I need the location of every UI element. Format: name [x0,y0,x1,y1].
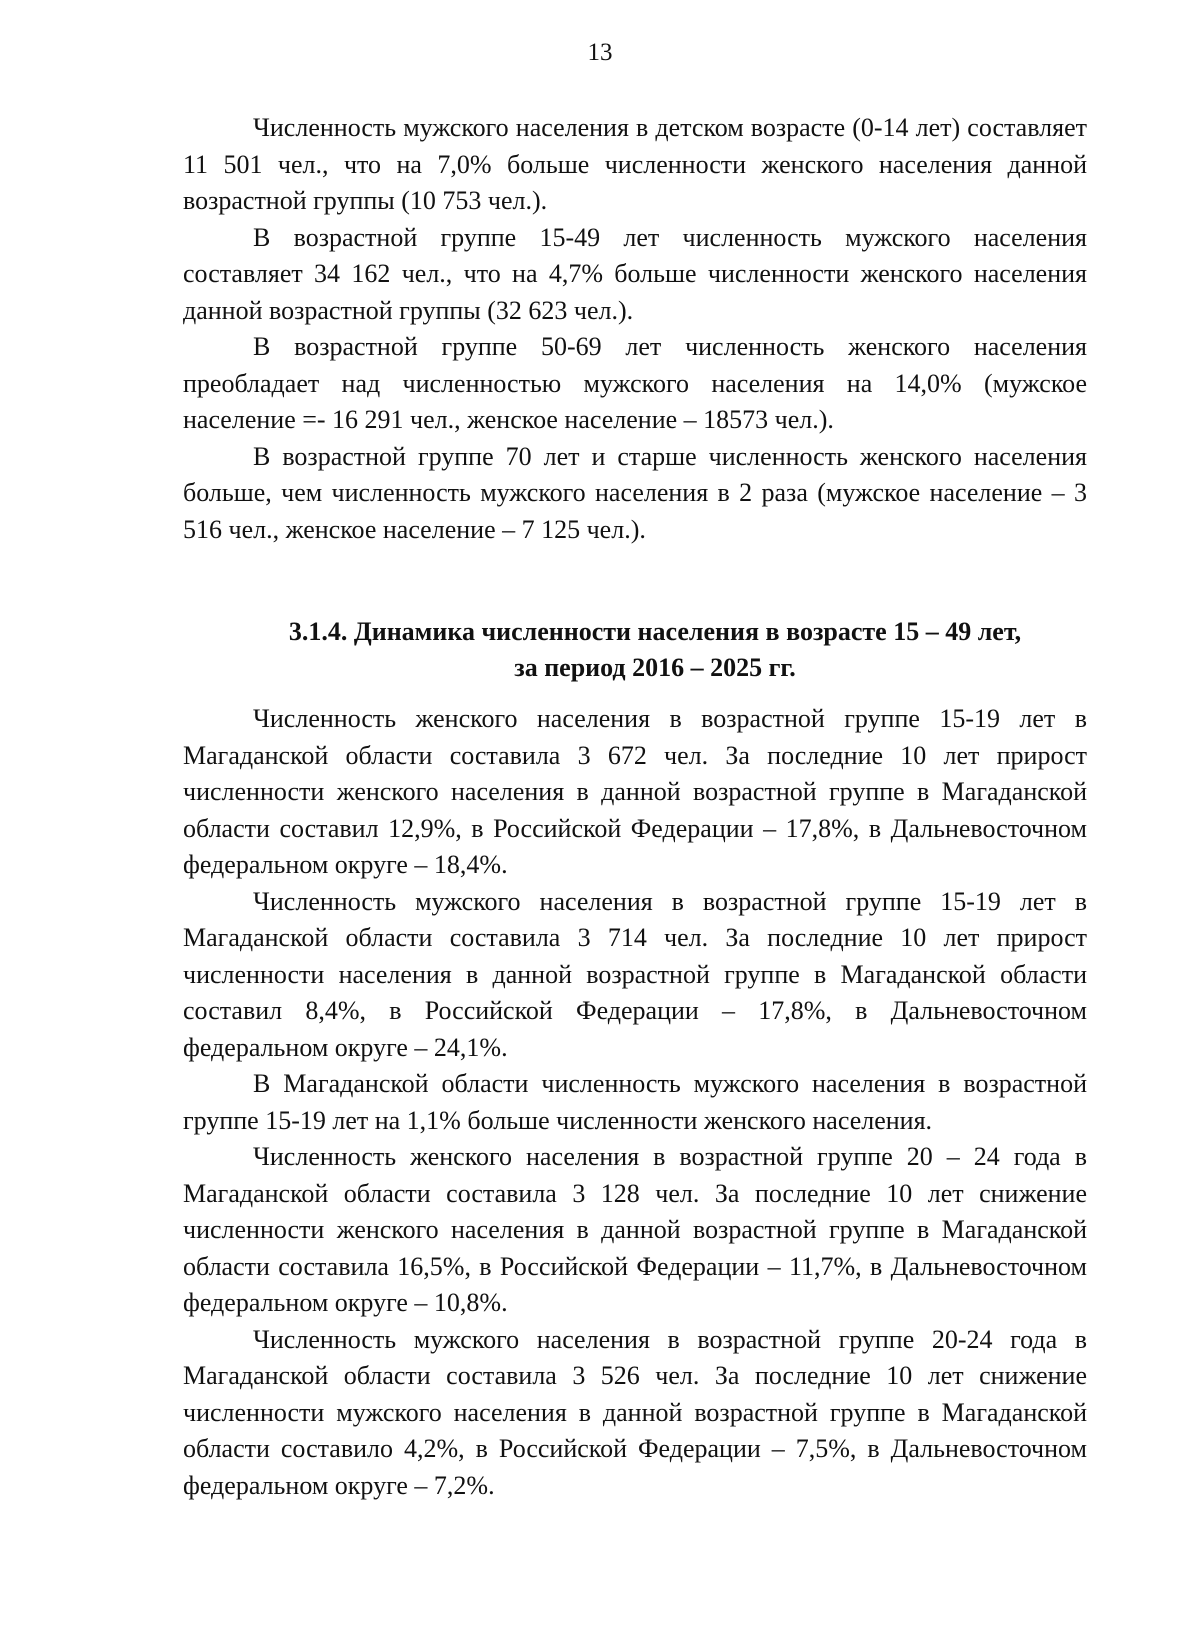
paragraph-female-15-19: Численность женского населения в возрастной группе 15-19 лет в Магаданской области составила 3 672 чел. За последние 10 лет прирост численности женского населения в данной возрастной группе в Магаданской области составил 12,9%, в Российской Федерации – 17,8%, в Дальневосточном федеральном округе – 18,4%. [183,704,1087,879]
paragraph-male-15-19: Численность мужского населения в возрастной группе 15-19 лет в Магаданской области составила 3 714 чел. За последние 10 лет прирост численности населения в данной возрастной группе в Магаданской области составил 8,4%, в Российской Федерации – 17,8%, в Дальневосточном федеральном округе – 24,1%. [183,886,1087,1062]
paragraph-female-20-24: Численность женского населения в возрастной группе 20 – 24 года в Магаданской области составила 3 128 чел. За последние 10 лет снижение численности женского населения в данной возрастной группе в Магаданской области составила 16,5%, в Российской Федерации – 11,7%, в Дальневосточном федеральном округе – 10,8%. [183,1142,1087,1317]
paragraph-male-20-24: Численность мужского населения в возрастной группе 20-24 года в Магаданской области составила 3 526 чел. За последние 10 лет снижение численности мужского населения в данной возрастной группе в Магаданской области составило 4,2%, в Российской Федерации – 7,5%, в Дальневосточном федеральном округе – 7,2%. [183,1324,1087,1500]
paragraph-age-group-70-plus: В возрастной группе 70 лет и старше численность женского населения больше, чем численность мужского населения в 2 раза (мужское население – 3 516 чел., женское население – 7 125 чел.). [183,441,1087,544]
paragraph-comparison-15-19: В Магаданской области численность мужского населения в возрастной группе 15-19 лет на 1,1% больше численности женского населения. [183,1069,1087,1135]
section-text-block [183,701,1087,1504]
intro-text-block [183,110,1087,548]
section-heading-line-1: 3.1.4. Динамика численности населения в возрасте 15 – 49 лет, [288,617,1022,646]
page-number: 13 [587,39,613,66]
section-heading [183,614,1087,686]
paragraph-age-group-15-49: В возрастной группе 15-49 лет численность мужского населения составляет 34 162 чел., что на 4,7% больше численности женского населения данной возрастной группы (32 623 чел.). [183,222,1087,325]
section-heading-line-2: за период 2016 – 2025 гг. [514,653,796,682]
paragraph-children-age-group: Численность мужского населения в детском возрасте (0-14 лет) составляет 11 501 чел., что на 7,0% больше численности женского населения данной возрастной группы (10 753 чел.). [183,113,1087,215]
paragraph-age-group-50-69: В возрастной группе 50-69 лет численность женского населения преобладает над численностью мужского населения на 14,0% (мужское население =- 16 291 чел., женское население – 18573 чел.). [183,332,1087,434]
